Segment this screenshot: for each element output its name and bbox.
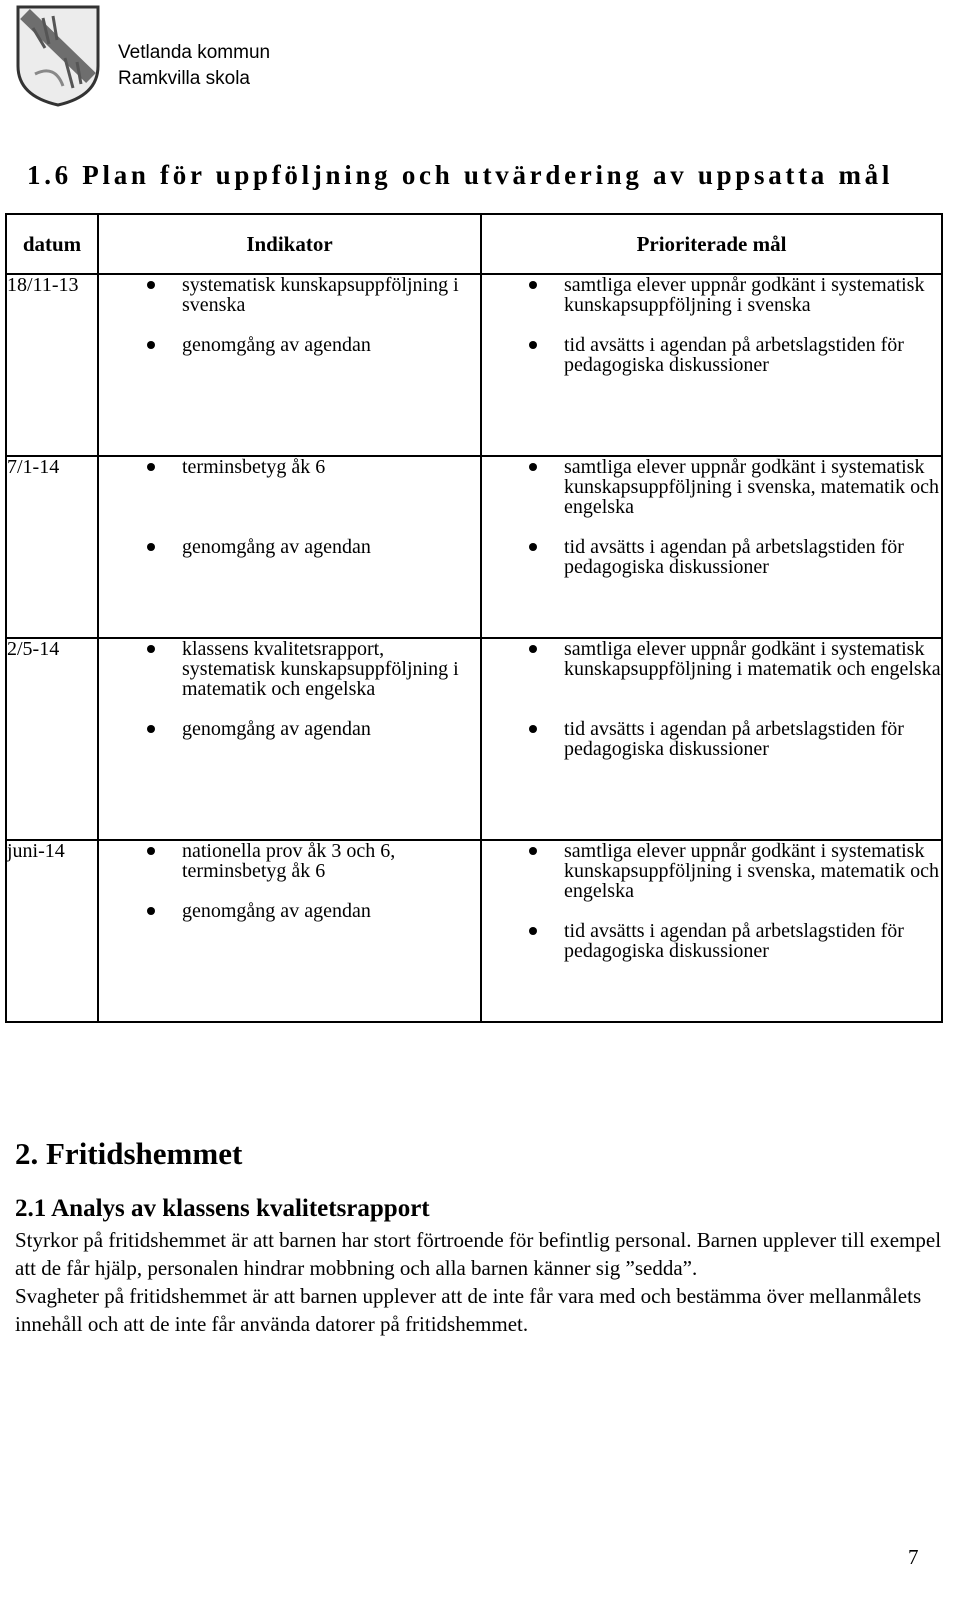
indicator-cell <box>98 840 481 1022</box>
goal-text: tid avsätts i agendan på arbetslagstiden för pedagogiska diskussioner <box>564 718 904 760</box>
column-header-goals: Prioriterade mål <box>481 214 942 274</box>
table-row <box>6 456 942 638</box>
date-cell: 7/1-14 <box>6 456 98 638</box>
date-cell: juni-14 <box>6 840 98 1022</box>
bullet-icon <box>147 341 155 349</box>
column-header-date: datum <box>6 214 98 274</box>
list-item <box>482 335 941 375</box>
indicator-text: systematisk kunskapsuppföljning i svenska <box>182 274 459 316</box>
list-item <box>482 537 941 577</box>
table-row <box>6 840 942 1022</box>
list-item <box>99 901 480 921</box>
goal-text: tid avsätts i agendan på arbetslagstiden för pedagogiska diskussioner <box>564 920 904 962</box>
list-item <box>99 841 480 881</box>
indicator-cell <box>98 274 481 456</box>
bullet-icon <box>147 543 155 551</box>
indicator-text: genomgång av agendan <box>182 900 371 922</box>
bullet-icon <box>529 847 537 855</box>
goal-text: samtliga elever uppnår godkänt i systematisk kunskapsuppföljning i svenska <box>564 274 925 316</box>
bullet-icon <box>147 463 155 471</box>
list-item <box>99 335 480 355</box>
goals-cell <box>481 456 942 638</box>
bullet-icon <box>529 341 537 349</box>
goal-text: samtliga elever uppnår godkänt i systematisk kunskapsuppföljning i matematik och engelska <box>564 638 941 680</box>
bullet-icon <box>529 645 537 653</box>
indicator-text: nationella prov åk 3 och 6, terminsbetyg åk 6 <box>182 840 396 882</box>
analysis-text <box>15 1226 945 1338</box>
list-item <box>482 921 941 961</box>
municipality-header <box>118 40 270 92</box>
goal-text: samtliga elever uppnår godkänt i systematisk kunskapsuppföljning i svenska, matematik och engelska <box>564 456 939 518</box>
bullet-icon <box>529 281 537 289</box>
goal-text: samtliga elever uppnår godkänt i systematisk kunskapsuppföljning i svenska, matematik och engelska <box>564 840 939 902</box>
section-heading: 2. Fritidshemmet <box>15 1136 243 1171</box>
follow-up-plan-table <box>5 213 943 1023</box>
weaknesses-paragraph: Svagheter på fritidshemmet är att barnen upplever att de inte får vara med och bestämma över mellanmålets innehåll och att de inte får använda datorer på fritidshemmet. <box>15 1284 922 1336</box>
indicator-text: klassens kvalitetsrapport, systematisk kunskapsuppföljning i matematik och engelska <box>182 638 459 700</box>
goals-cell <box>481 840 942 1022</box>
table-row <box>6 638 942 840</box>
list-item <box>99 719 480 739</box>
bullet-icon <box>147 847 155 855</box>
section-title: 1.6 Plan för uppföljning och utvärdering av uppsatta mål <box>27 160 894 190</box>
date-cell: 18/11-13 <box>6 274 98 456</box>
bullet-icon <box>147 907 155 915</box>
indicator-text: genomgång av agendan <box>182 334 371 356</box>
list-item <box>99 275 480 315</box>
list-item <box>482 275 941 315</box>
bullet-icon <box>529 725 537 733</box>
bullet-icon <box>529 927 537 935</box>
bullet-icon <box>147 645 155 653</box>
indicator-cell <box>98 638 481 840</box>
page-number: 7 <box>908 1545 919 1569</box>
goal-text: tid avsätts i agendan på arbetslagstiden för pedagogiska diskussioner <box>564 334 904 376</box>
bullet-icon <box>147 281 155 289</box>
bullet-icon <box>147 725 155 733</box>
bullet-icon <box>529 463 537 471</box>
list-item <box>482 457 941 517</box>
column-header-indicator: Indikator <box>98 214 481 274</box>
indicator-text: genomgång av agendan <box>182 536 371 558</box>
indicator-cell <box>98 456 481 638</box>
strengths-paragraph: Styrkor på fritidshemmet är att barnen har stort förtroende för befintlig personal. Barnen upplever till exempel att de får hjälp, personalen hindrar mobbning och alla barnen känner sig ”sedda”. <box>15 1228 942 1280</box>
goals-cell <box>481 274 942 456</box>
subsection-heading: 2.1 Analys av klassens kvalitetsrapport <box>15 1195 430 1222</box>
municipality-name: Vetlanda kommun <box>118 42 271 63</box>
list-item <box>482 841 941 901</box>
list-item <box>99 639 480 699</box>
goal-text: tid avsätts i agendan på arbetslagstiden för pedagogiska diskussioner <box>564 536 904 578</box>
indicator-text: genomgång av agendan <box>182 718 371 740</box>
school-name: Ramkvilla skola <box>118 68 250 89</box>
table-row <box>6 274 942 456</box>
table-header-row <box>6 214 942 274</box>
municipal-coat-of-arms-icon <box>15 4 101 108</box>
bullet-icon <box>529 543 537 551</box>
goals-cell <box>481 638 942 840</box>
indicator-text: terminsbetyg åk 6 <box>182 456 326 478</box>
list-item <box>99 457 480 477</box>
list-item <box>99 537 480 557</box>
list-item <box>482 639 941 679</box>
list-item <box>482 719 941 759</box>
date-cell: 2/5-14 <box>6 638 98 840</box>
